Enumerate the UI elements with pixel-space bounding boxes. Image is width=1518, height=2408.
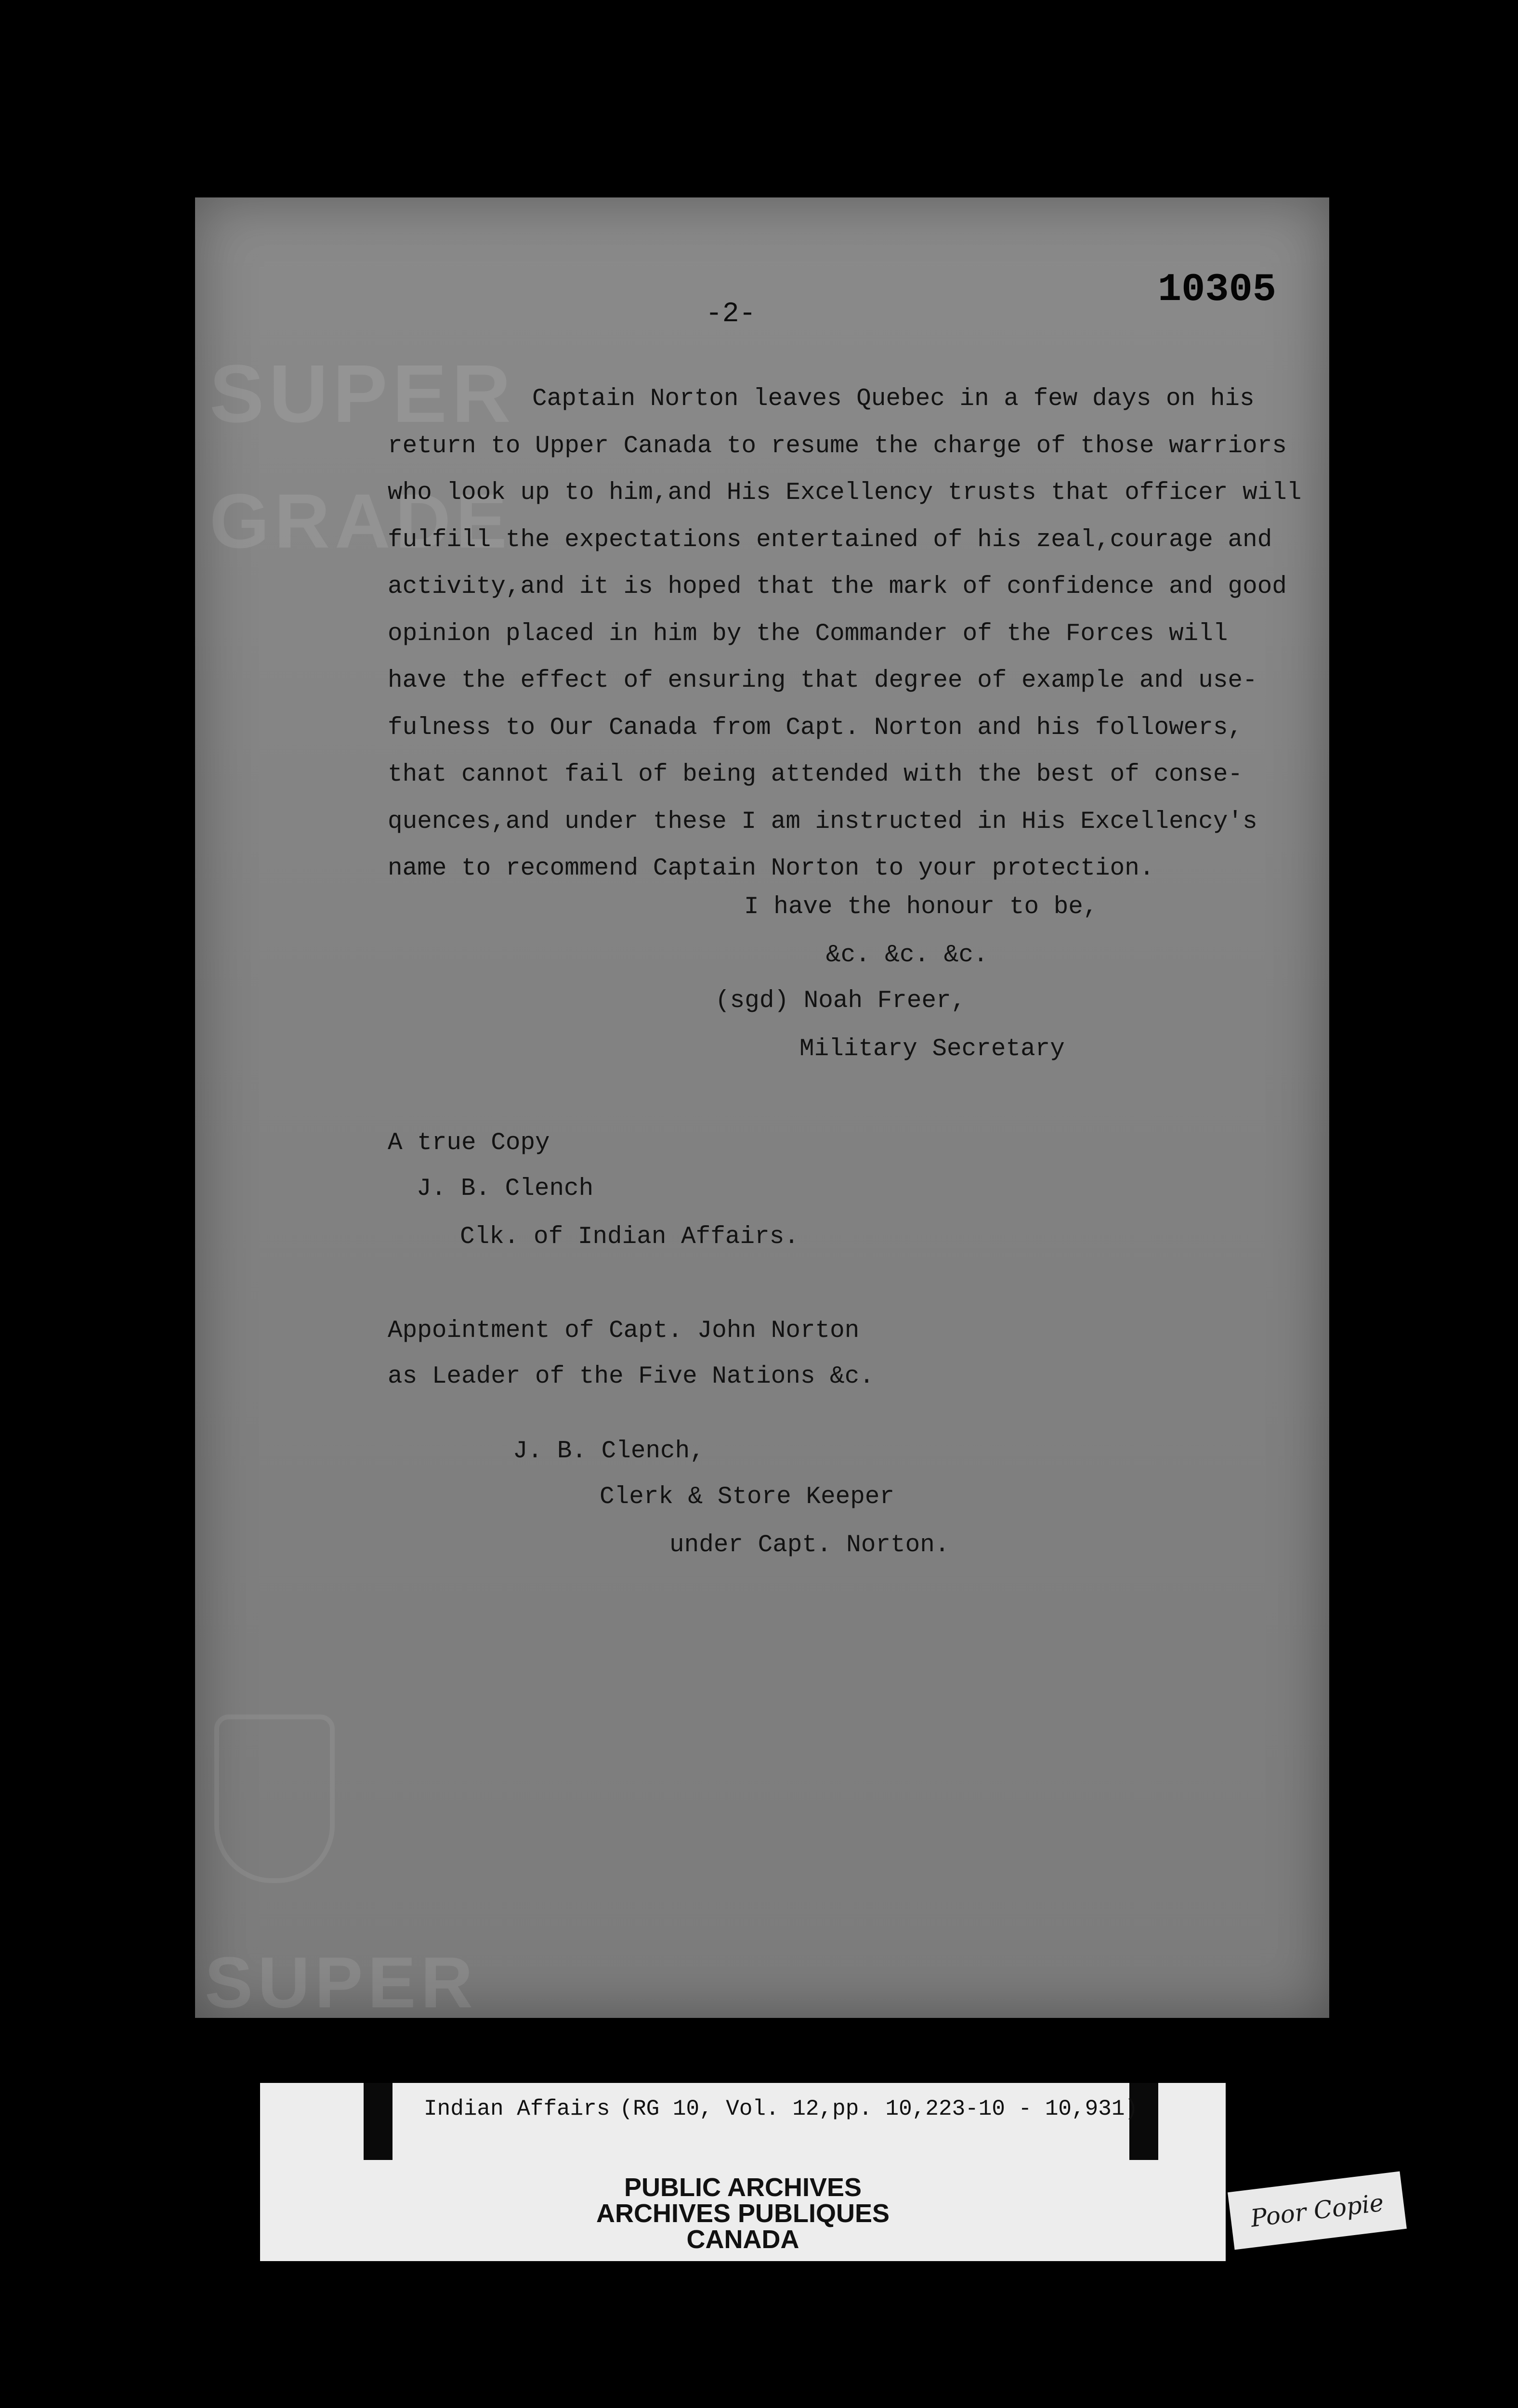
archive-label bbox=[260, 2083, 1226, 2261]
signature-line: (sgd) Noah Freer, bbox=[715, 987, 966, 1015]
label-notch bbox=[1129, 2083, 1158, 2160]
true-copy-heading: A true Copy bbox=[388, 1129, 550, 1157]
document-number: 10305 bbox=[1157, 267, 1276, 312]
archive-reference bbox=[424, 2096, 1138, 2121]
body-line: Captain Norton leaves Quebec in a few days on his bbox=[532, 385, 1255, 413]
closing-etc: &c. &c. &c. bbox=[826, 942, 988, 969]
true-copy-role: Clk. of Indian Affairs. bbox=[460, 1223, 799, 1251]
clerk-role: Clerk & Store Keeper bbox=[600, 1483, 895, 1511]
label-notch bbox=[364, 2083, 393, 2160]
clerk-name: J. B. Clench, bbox=[513, 1438, 705, 1465]
typescript-page bbox=[195, 197, 1329, 2023]
body-line: who look up to him,and His Excellency trusts that officer will bbox=[388, 479, 1302, 507]
closing-honour: I have the honour to be, bbox=[744, 893, 1098, 921]
body-line: return to Upper Canada to resume the charge of those warriors bbox=[388, 432, 1287, 460]
body-line: fulness to Our Canada from Capt. Norton and his followers, bbox=[388, 714, 1243, 742]
true-copy-name: J. B. Clench bbox=[417, 1175, 594, 1203]
reference-title: Indian Affairs bbox=[424, 2096, 610, 2121]
page-number: -2- bbox=[706, 299, 756, 330]
watermark-ghost: SUPER bbox=[209, 348, 516, 440]
body-line: fulfill the expectations entertained of his zeal,courage and bbox=[388, 526, 1272, 554]
watermark-ghost: SUPER bbox=[205, 1942, 478, 2023]
watermark-ghost: GRADE bbox=[209, 478, 512, 564]
body-line: that cannot fail of being attended with the best of conse- bbox=[388, 761, 1243, 788]
appointment-line: as Leader of the Five Nations &c. bbox=[388, 1363, 874, 1390]
letter-body bbox=[388, 376, 1303, 892]
handwritten-note: Poor Copie bbox=[1228, 2172, 1407, 2250]
body-line: activity,and it is hoped that the mark of confidence and good bbox=[388, 573, 1287, 601]
appointment-line: Appointment of Capt. John Norton bbox=[388, 1317, 860, 1345]
body-line: opinion placed in him by the Commander of the Forces will bbox=[388, 620, 1228, 648]
archives-line: PUBLIC ARCHIVES bbox=[624, 2173, 862, 2202]
body-line: quences,and under these I am instructed in His Excellency's bbox=[388, 808, 1257, 836]
archives-line: CANADA bbox=[686, 2225, 799, 2254]
body-line: name to recommend Captain Norton to your protection. bbox=[388, 855, 1154, 882]
archives-line: ARCHIVES PUBLIQUES bbox=[596, 2199, 890, 2228]
body-line: have the effect of ensuring that degree of example and use- bbox=[388, 667, 1257, 694]
reference-detail: (RG 10, Vol. 12,pp. 10,223-10 - 10,931) bbox=[619, 2096, 1138, 2121]
clerk-under: under Capt. Norton. bbox=[669, 1531, 950, 1559]
signatory-title: Military Secretary bbox=[799, 1035, 1065, 1063]
watermark-shield-icon bbox=[214, 1714, 335, 1883]
archives-stamp bbox=[260, 2174, 1226, 2252]
